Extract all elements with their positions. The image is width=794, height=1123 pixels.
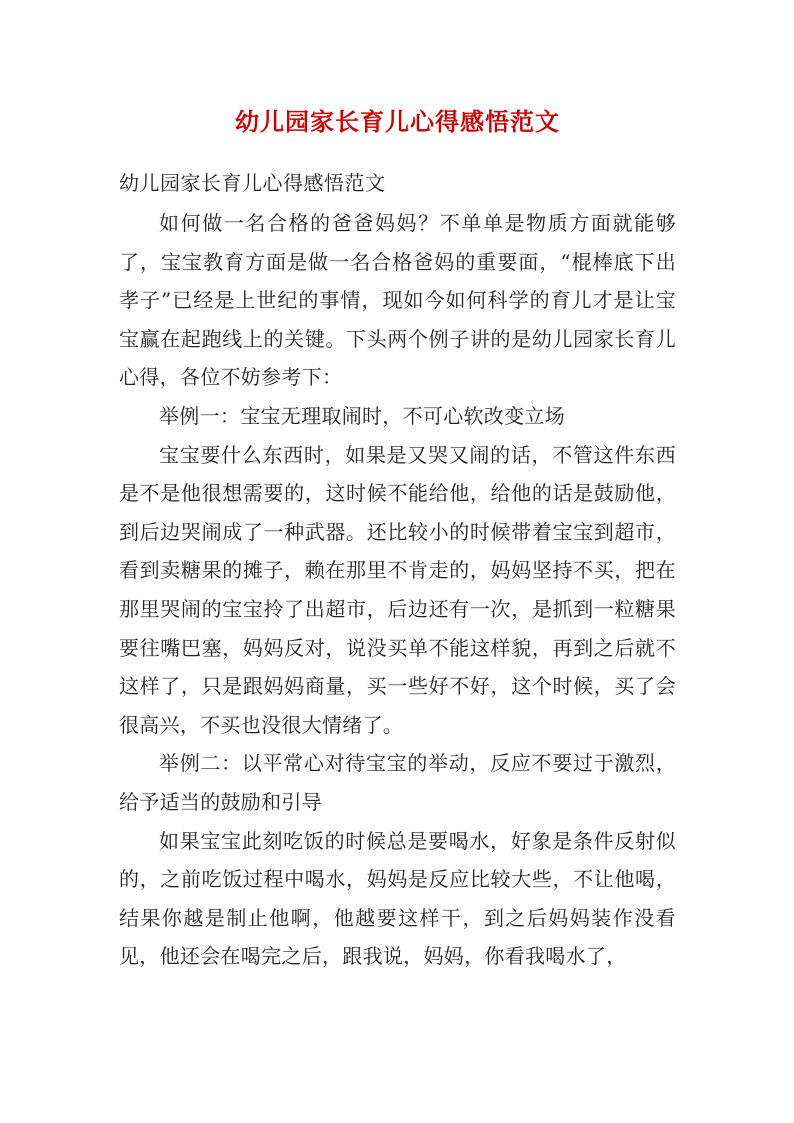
document-subtitle: 幼儿园家长育儿心得感悟范文 xyxy=(119,171,386,195)
paragraph-example-two-body: 如果宝宝此刻吃饭的时候总是要喝水，好象是条件反射似的，之前吃饭过程中喝水，妈妈是反应比较大些，不让他喝，结果你越是制止他啊，他越要这样干，到之后妈妈装作没看见，他还会在喝完之后，跟我说，妈妈，你看我喝水了， xyxy=(119,828,676,969)
paragraph-example-one-body: 宝宝要什么东西时，如果是又哭又闹的话，不管这件东西是不是他很想需要的，这时候不能给他，给他的话是鼓励他，到后边哭闹成了一种武器。还比较小的时候带着宝宝到超市，看到卖糖果的摊子，赖在那里不肯走的，妈妈坚持不买，把在那里哭闹的宝宝拎了出超市，后边还有一次，是抓到一粒糖果要往嘴巴塞，妈妈反对，说没买单不能这样貌，再到之后就不这样了，只是跟妈妈商量，买一些好不好，这个时候，买了会很高兴，不买也没很大情绪了。 xyxy=(119,442,676,737)
paragraph-example-one-heading: 举例一：宝宝无理取闹时，不可心软改变立场 xyxy=(159,403,565,428)
paragraph-intro: 如何做一名合格的爸爸妈妈？不单单是物质方面就能够了，宝宝教育方面是做一名合格爸妈的重要面，“棍棒底下出孝子”已经是上世纪的事情，现如今如何科学的育儿才是让宝宝赢在起跑线上的关键。下头两个例子讲的是幼儿园家长育儿心得，各位不妨参考下： xyxy=(119,211,676,390)
paragraph-example-two-heading: 举例二：以平常心对待宝宝的举动，反应不要过于激烈，给予适当的鼓励和引导 xyxy=(119,751,676,814)
document-title: 幼儿园家长育儿心得感悟范文 xyxy=(235,107,560,136)
